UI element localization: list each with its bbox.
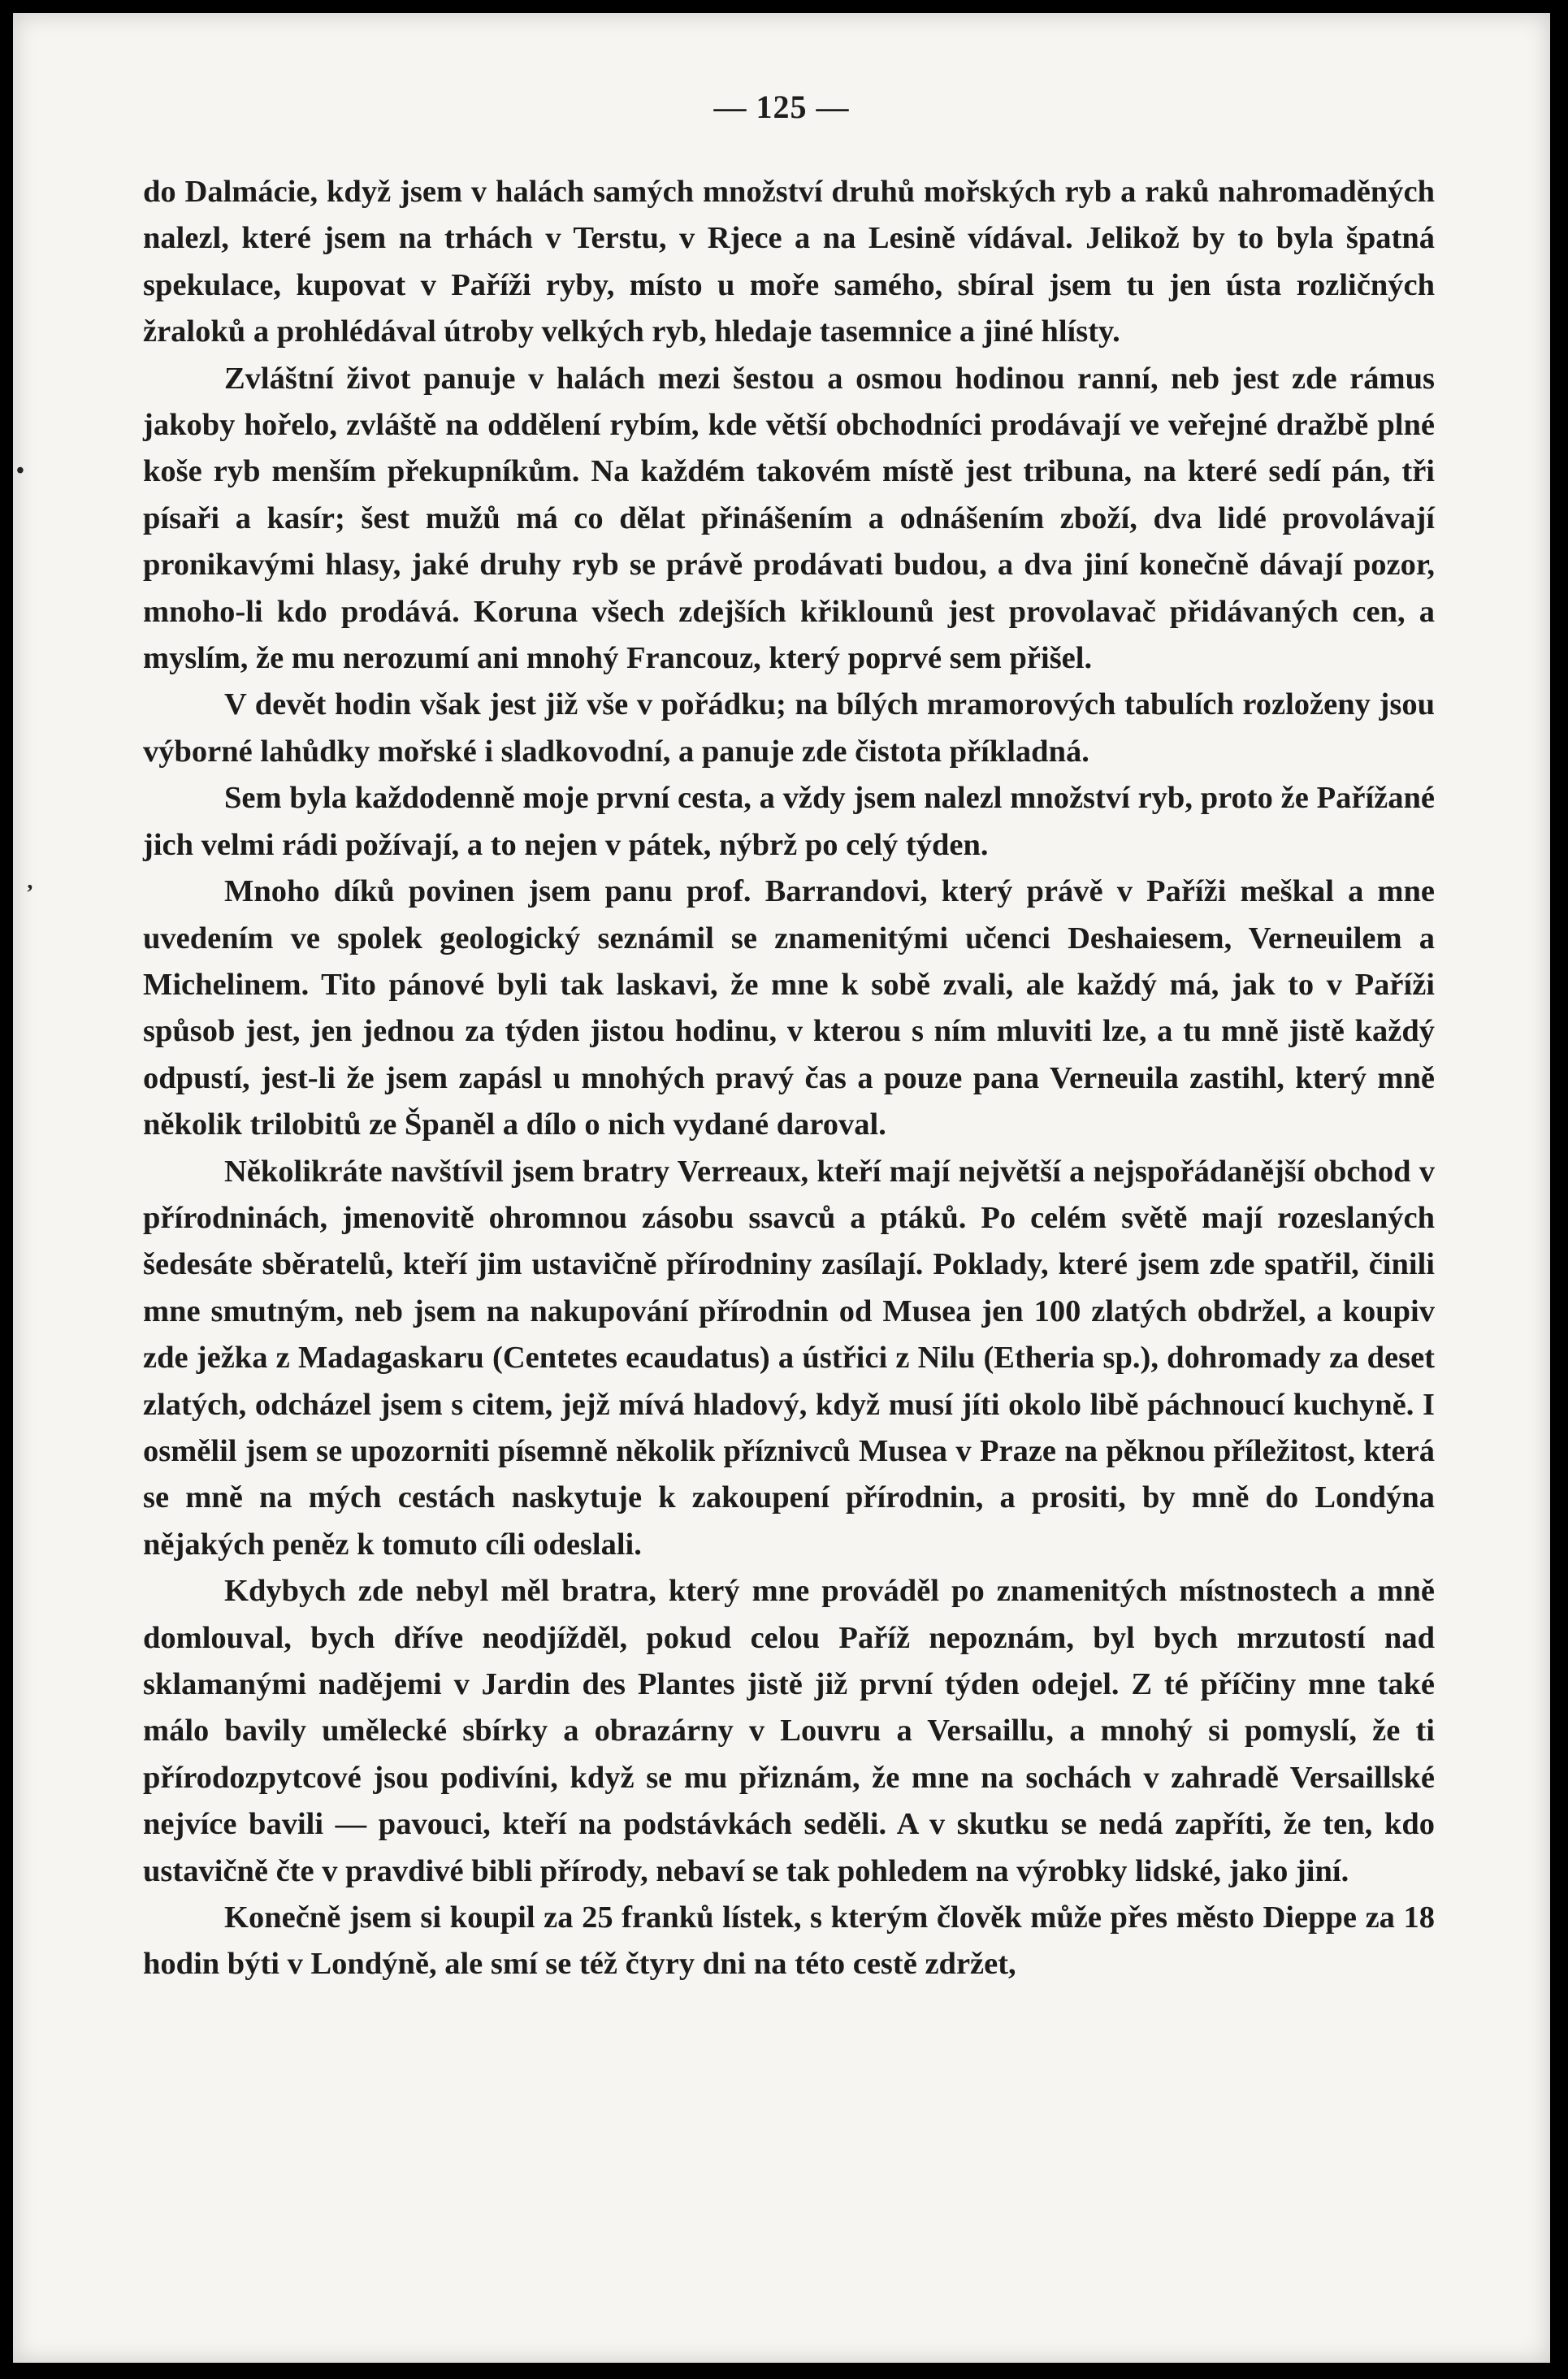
paragraph: Mnoho díků povinen jsem panu prof. Barrandovi, který právě v Paříži meškal a mne uvedením ve spolek geologický seznámil se znamenitými učenci Deshaiesem, Verneuilem a Michelinem. Tito pánové byli tak laskavi, že mne k sobě zvali, ale každý má, jak to v Paříži spůsob jest, jen jednou za týden jistou hodinu, v kterou s ním mluviti lze, a tu mně jistě každý odpustí, jest-li že jsem zapásl u mnohých pravý čas a pouze pana Verneuila zastihl, který mně několik trilobitů ze Španěl a dílo o nich vydané daroval. — [143, 874, 1435, 1142]
margin-dot-mark: • — [16, 458, 24, 483]
paragraph: V devět hodin však jest již vše v pořádku; na bílých mramorových tabulích rozloženy jsou výborné lahůdky mořské i sladkovodní, a panuje zde čistota příkladná. — [143, 687, 1435, 769]
page-number: — 125 — — [713, 89, 850, 125]
page-body — [143, 169, 1435, 1988]
paragraph: Zvláštní život panuje v halách mezi šestou a osmou hodinou ranní, neb jest zde rámus jakoby hořelo, zvláště na oddělení rybím, kde větší obchodníci prodávají ve veřejné dražbě plné koše ryb menším překupníkům. Na každém takovém místě jest tribuna, na které sedí pán, tři písaři a kasír; šest mužů má co dělat přinášením a odnášením zboží, dva lidé provolávají pronikavými hlasy, jaké druhy ryb se právě prodávati budou, a dva jiní konečně dávají pozor, mnoho-li kdo prodává. Koruna všech zdejších křiklounů jest provolavač přidávaných cen, a myslím, že mu nerozumí ani mnohý Francouz, který poprvé sem přišel. — [143, 361, 1435, 676]
paragraph: Kdybych zde nebyl měl bratra, který mne prováděl po znamenitých místnostech a mně domlouval, bych dříve neodjížděl, pokud celou Paříž nepoznám, byl bych mrzutostí nad sklamanými nadějemi v Jardin des Plantes jistě již první týden odejel. Z té příčiny mne také málo bavily umělecké sbírky a obrazárny v Louvru a Versaillu, a mnohý si pomyslí, že ti přírodozpytcové jsou podivíni, když se mu přiznám, že mne na sochách v zahradě Versaillské nejvíce bavili — pavouci, kteří na podstávkách seděli. A v skutku se nedá zapříti, že ten, kdo ustavičně čte v pravdivé bibli přírody, nebaví se tak pohledem na výrobky lidské, jako jiní. — [143, 1574, 1435, 1888]
margin-stroke-mark: ʼ — [26, 881, 34, 906]
paragraph: Sem byla každodenně moje první cesta, a vždy jsem nalezl množství ryb, proto že Pařížané jich velmi rádi požívají, a to nejen v pátek, nýbrž po celý týden. — [143, 781, 1435, 862]
book-page — [13, 13, 1550, 2363]
paragraph: Konečně jsem si koupil za 25 franků lístek, s kterým člověk může přes město Dieppe za 18 hodin býti v Londýně, ale smí se též čtyry dni na této cestě zdržet, — [143, 1900, 1435, 1982]
paragraph: do Dalmácie, když jsem v halách samých množství druhů mořských ryb a raků nahromaděných nalezl, které jsem na trhách v Terstu, v Rjece a na Lesině vídával. Jelikož by to byla špatná spekulace, kupovat v Paříži ryby, místo u moře samého, sbíral jsem tu jen ústa rozličných žraloků a prohlédával útroby velkých ryb, hledaje tasemnice a jiné hlísty. — [143, 175, 1435, 349]
paragraph: Několikráte navštívil jsem bratry Verreaux, kteří mají největší a nejspořádanější obchod v přírodninách, jmenovitě ohromnou zásobu ssavců a ptáků. Po celém světě mají rozeslaných šedesáte sběratelů, kteří jim ustavičně přírodniny zasílají. Poklady, které jsem zde spatřil, činili mne smutným, neb jsem na nakupování přírodnin od Musea jen 100 zlatých obdržel, a koupiv zde ježka z Madagaskaru (Centetes ecaudatus) a ústřici z Nilu (Etheria sp.), dohromady za deset zlatých, odcházel jsem s citem, jejž mívá hladový, když musí jíti okolo libě páchnoucí kuchyně. I osmělil jsem se upozorniti písemně několik příznivců Musea v Praze na pěknou příležitost, která se mně na mých cestách naskytuje k zakoupení přírodnin, a prositi, by mně do Londýna nějakých peněz k tomuto cíli odeslali. — [143, 1154, 1435, 1562]
